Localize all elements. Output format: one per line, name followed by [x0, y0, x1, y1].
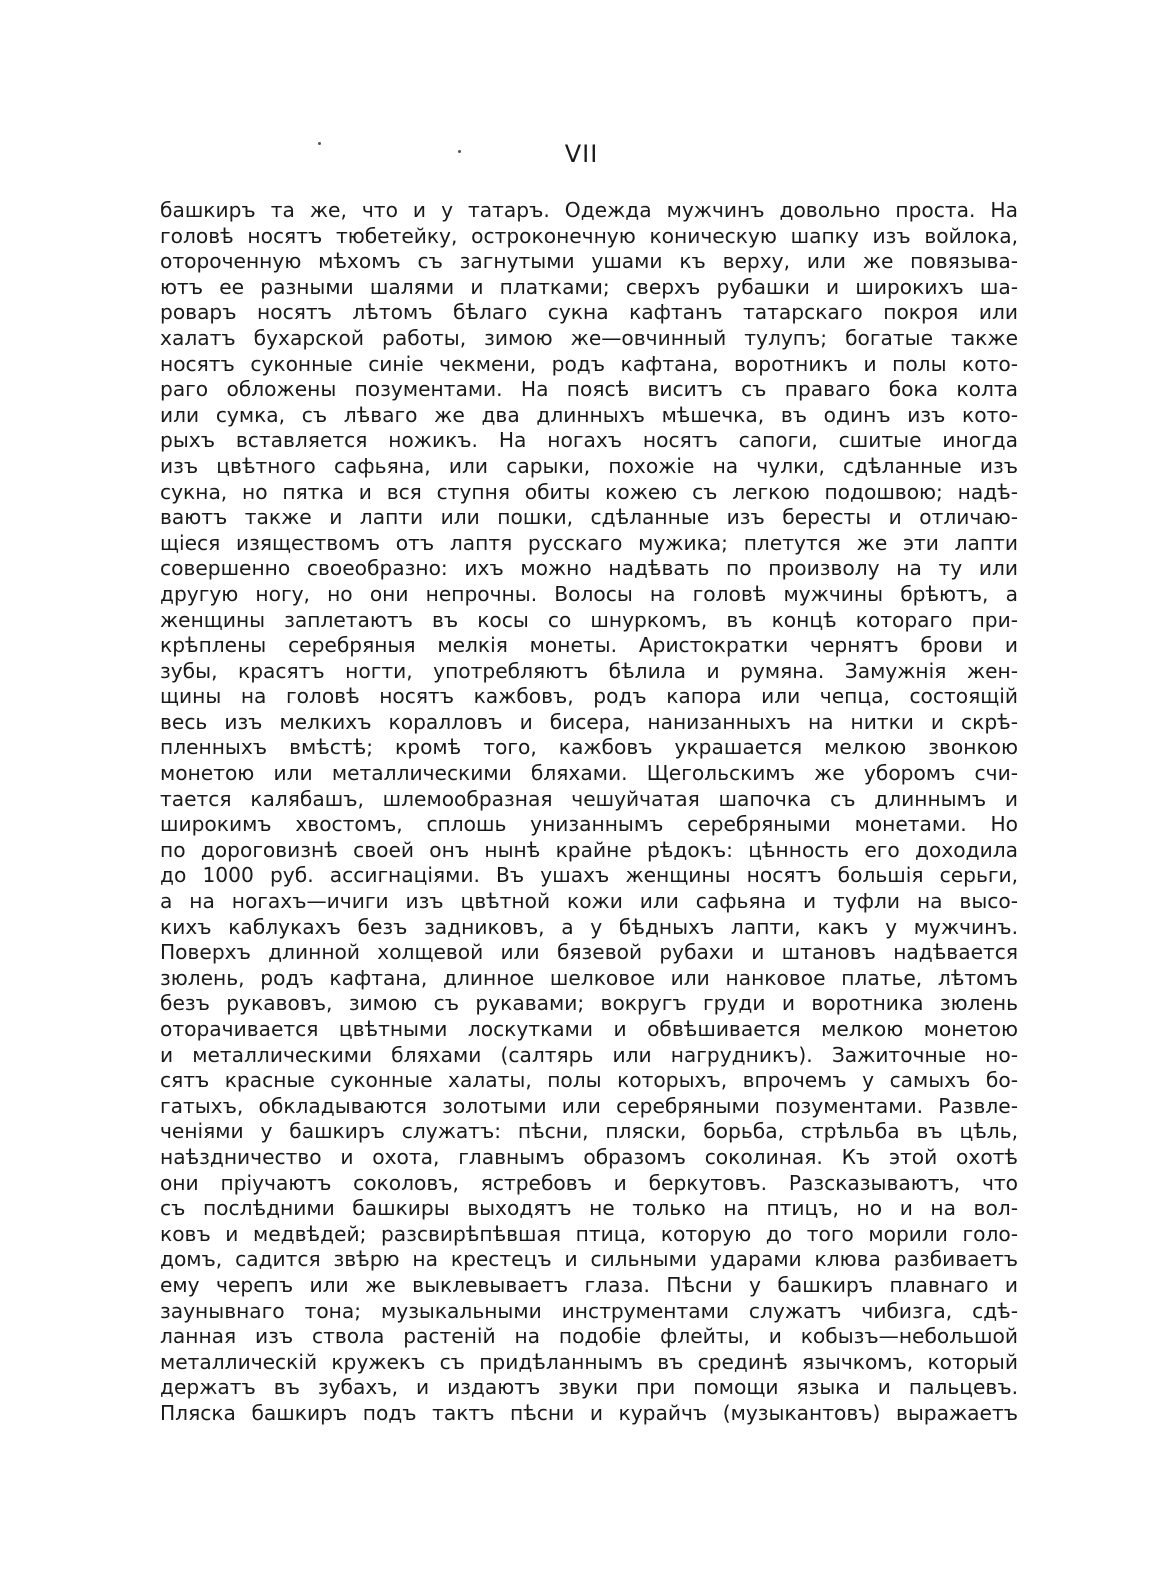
text-line: ланная изъ ствола растеній на подобіе флейты, и кобызъ—небольшой	[160, 1324, 1018, 1349]
text-line: щины на головѣ носятъ кажбовъ, родъ капора или чепца, состоящій	[160, 684, 1018, 709]
text-line: и металлическими бляхами (салтярь или нагрудникъ). Зажиточные но-	[160, 1042, 1018, 1067]
text-line: другую ногу, но они непрочны. Волосы на головѣ мужчины брѣютъ, а	[160, 581, 1018, 606]
text-line: металлическій кружекъ съ придѣланнымъ въ срединѣ язычкомъ, который	[160, 1349, 1018, 1374]
text-line: щіеся изяществомъ отъ лаптя русскаго мужика; плетутся же эти лапти	[160, 530, 1018, 555]
text-line: наѣздничество и охота, главнымъ образомъ соколиная. Къ этой охотѣ	[160, 1144, 1018, 1169]
text-line: кихъ каблукахъ безъ задниковъ, а у бѣдныхъ лапти, какъ у мужчинъ.	[160, 914, 1018, 939]
text-line: отороченную мѣхомъ съ загнутыми ушами къ верху, или же повязыва-	[160, 249, 1018, 274]
text-line: монетою или металлическими бляхами. Щегольскимъ же уборомъ счи-	[160, 761, 1018, 786]
text-line: головѣ носятъ тюбетейку, остроконечную коническую шапку изъ войлока,	[160, 223, 1018, 248]
text-line: совершенно своеобразно: ихъ можно надѣвать по произволу на ту или	[160, 556, 1018, 581]
text-line: изъ цвѣтного сафьяна, или сарыки, похожіе на чулки, сдѣланные изъ	[160, 453, 1018, 478]
text-line: по дороговизнѣ своей онъ нынѣ крайне рѣдокъ: цѣнность его доходила	[160, 837, 1018, 862]
text-line: сукна, но пятка и вся ступня обиты кожею съ легкою подошвою; надѣ-	[160, 479, 1018, 504]
text-line: широкимъ хвостомъ, сплошь унизаннымъ серебряными монетами. Но	[160, 812, 1018, 837]
text-line: или сумка, съ лѣваго же два длинныхъ мѣшечка, въ одинъ изъ кото-	[160, 402, 1018, 427]
text-line: башкиръ та же, что и у татаръ. Одежда мужчинъ довольно проста. На	[160, 198, 1018, 222]
text-line: ему черепъ или же выклевываетъ глаза. Пѣсни у башкиръ плавнаго и	[160, 1272, 1018, 1297]
text-line: сятъ красные суконные халаты, полы которыхъ, впрочемъ у самыхъ бо-	[160, 1068, 1018, 1093]
text-line: ченіями у башкиръ служатъ: пѣсни, пляски, борьба, стрѣльба въ цѣль,	[160, 1119, 1018, 1144]
text-line: а на ногахъ—ичиги изъ цвѣтной кожи или сафьяна и туфли на высо-	[160, 889, 1018, 914]
text-line: женщины заплетаютъ въ косы со шнуркомъ, въ концѣ котораго при-	[160, 607, 1018, 632]
text-line: халатъ бухарской работы, зимою же—овчинный тулупъ; богатые также	[160, 325, 1018, 350]
text-line: тается калябашъ, шлемообразная чешуйчатая шапочка съ длиннымъ и	[160, 786, 1018, 811]
text-line: ютъ ее разными шалями и платками; сверхъ рубашки и широкихъ ша-	[160, 274, 1018, 299]
text-line: безъ рукавовъ, зимою съ рукавами; вокругъ груди и воротника зюлень	[160, 991, 1018, 1016]
text-line: Поверхъ длинной холщевой или бязевой рубахи и штановъ надѣвается	[160, 940, 1018, 965]
page-number: VII	[564, 140, 599, 168]
text-line: домъ, садится звѣрю на крестецъ и сильными ударами клюва разбиваетъ	[160, 1247, 1018, 1272]
text-line: зубы, красятъ ногти, употребляютъ бѣлила и румяна. Замужнія жен-	[160, 658, 1018, 683]
text-line: ковъ и медвѣдей; разсвирѣпѣвшая птица, которую до того морили голо-	[160, 1221, 1018, 1246]
text-line: Пляска башкиръ подъ тактъ пѣсни и курайчъ (музыкантовъ) выражаетъ	[160, 1400, 1018, 1425]
text-line: весь изъ мелкихъ коралловъ и бисера, нанизанныхъ на нитки и скрѣ-	[160, 709, 1018, 734]
text-line: гатыхъ, обкладываются золотыми или серебряными позументами. Развле-	[160, 1093, 1018, 1118]
text-line: носятъ суконные синіе чекмени, родъ кафтана, воротникъ и полы кото-	[160, 351, 1018, 376]
text-line: до 1000 руб. ассигнаціями. Въ ушахъ женщины носятъ большія серьги,	[160, 863, 1018, 888]
text-line: пленныхъ вмѣстѣ; кромѣ того, кажбовъ украшается мелкою звонкою	[160, 735, 1018, 760]
text-line: крѣплены серебряныя мелкія монеты. Аристократки чернятъ брови и	[160, 633, 1018, 658]
text-line: они пріучаютъ соколовъ, ястребовъ и беркутовъ. Разсказываютъ, что	[160, 1170, 1018, 1195]
text-line: рыхъ вставляется ножикъ. На ногахъ носятъ сапоги, сшитые иногда	[160, 428, 1018, 453]
body-text	[160, 198, 1018, 1427]
text-line: раго обложены позументами. На поясѣ виситъ съ праваго бока колта	[160, 377, 1018, 402]
text-line: зюлень, родъ кафтана, длинное шелковое или нанковое платье, лѣтомъ	[160, 965, 1018, 990]
text-line: оторачивается цвѣтными лоскутками и обвѣшивается мелкою монетою	[160, 1017, 1018, 1041]
text-line: держатъ въ зубахъ, и издаютъ звуки при помощи языка и пальцевъ.	[160, 1375, 1018, 1400]
text-line: ваютъ также и лапти или пошки, сдѣланные изъ бересты и отличаю-	[160, 505, 1018, 530]
text-line: съ послѣдними башкиры выходятъ не только на птицъ, но и на вол-	[160, 1196, 1018, 1221]
text-line: заунывнаго тона; музыкальными инструментами служатъ чибизга, сдѣ-	[160, 1298, 1018, 1323]
text-line: роваръ носятъ лѣтомъ бѣлаго сукна кафтанъ татарскаго покроя или	[160, 300, 1018, 325]
